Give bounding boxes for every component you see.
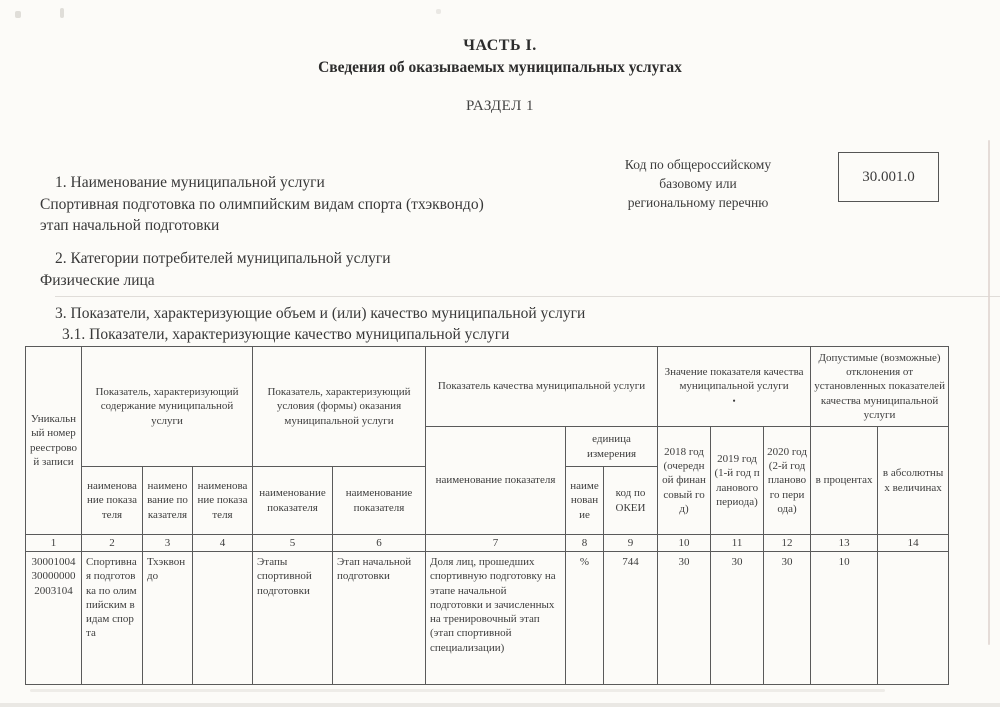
scan-bleed-line — [55, 296, 1000, 297]
column-number-1: 1 — [26, 535, 82, 552]
column-number-12: 12 — [764, 535, 811, 552]
col-header-registry-number: Уникальный номер реестровой записи — [26, 347, 82, 535]
code-reference-label-line2: базовому или — [659, 176, 737, 191]
col-group-quality-value-label: Значение показателя качества муниципальной услуги — [664, 365, 804, 393]
scan-speck — [15, 11, 21, 18]
column-number-5: 5 — [253, 535, 333, 552]
col-group-quality-indicator: Показатель качества муниципальной услуги — [426, 347, 658, 427]
consumer-categories-label: 2. Категории потребителей муниципальной услуги — [55, 250, 391, 267]
col-header-condition-indicator-name-2: наименование показателя — [333, 467, 426, 535]
section-title: РАЗДЕЛ 1 — [465, 98, 535, 114]
col-header-unit-name: наименование — [566, 467, 604, 535]
cell-value-2018: 30 — [658, 552, 711, 685]
column-number-2: 2 — [82, 535, 143, 552]
consumer-categories-value: Физические лица — [40, 272, 155, 289]
cell-content-indicator-1: Спортивная подготовка по олимпийским видам спорта — [82, 552, 143, 685]
column-number-row — [26, 535, 949, 552]
col-header-content-indicator-name-3: наименование показателя — [193, 467, 253, 535]
col-header-year-2020: 2020 год (2-й год планового периода) — [764, 427, 811, 535]
document-subtitle: Сведения об оказываемых муниципальных услугах — [318, 59, 682, 76]
column-number-9: 9 — [604, 535, 658, 552]
part-title: ЧАСТЬ I. — [463, 37, 537, 54]
indicators-section-label: 3. Показатели, характеризующие объем и (или) качество муниципальной услуги — [55, 305, 586, 322]
col-header-content-indicator-name-1: наименование показателя — [82, 467, 143, 535]
service-name-value-line2: этап начальной подготовки — [40, 217, 220, 234]
service-code-value: 30.001.0 — [862, 168, 915, 185]
footnote-mark: • — [732, 396, 736, 407]
col-header-condition-indicator-name-1: наименование показателя — [253, 467, 333, 535]
column-number-13: 13 — [811, 535, 878, 552]
cell-quality-indicator-name: Доля лиц, прошедших спортивную подготовку на этапе начальной подготовки и зачисленных на тренировочный этап (этап спортивной специализации) — [426, 552, 566, 685]
cell-unit-name: % — [566, 552, 604, 685]
cell-content-indicator-2: Тхэквондо — [143, 552, 193, 685]
scan-edge-line — [988, 140, 990, 645]
col-group-quality-value — [658, 347, 811, 427]
cell-deviation-absolute — [878, 552, 949, 685]
col-header-year-2018: 2018 год (очередной финансовый год) — [658, 427, 711, 535]
col-header-unit-group: единица измерения — [566, 427, 658, 467]
col-group-conditions-indicator: Показатель, характеризующий условия (формы) оказания муниципальной услуги — [253, 347, 426, 467]
cell-condition-indicator-2: Этап начальной подготовки — [333, 552, 426, 685]
col-header-year-2019: 2019 год (1-й год планового периода) — [711, 427, 764, 535]
cell-condition-indicator-1: Этапы спортивной подготовки — [253, 552, 333, 685]
quality-indicators-table — [25, 346, 949, 685]
scan-page-edge — [0, 703, 1000, 707]
col-group-content-indicator: Показатель, характеризующий содержание муниципальной услуги — [82, 347, 253, 467]
scan-speck — [60, 8, 64, 18]
table-data-row — [26, 552, 949, 685]
column-number-11: 11 — [711, 535, 764, 552]
col-header-content-indicator-name-2: наименование показателя — [143, 467, 193, 535]
column-number-14: 14 — [878, 535, 949, 552]
quality-indicators-subsection-label: 3.1. Показатели, характеризующие качество муниципальной услуги — [62, 326, 510, 343]
col-header-quality-indicator-name: наименование показателя — [426, 427, 566, 535]
column-number-8: 8 — [566, 535, 604, 552]
cell-registry-number: 30001004300000002003104 — [26, 552, 82, 685]
cell-content-indicator-3 — [193, 552, 253, 685]
column-number-7: 7 — [426, 535, 566, 552]
column-number-4: 4 — [193, 535, 253, 552]
col-header-okei-code: код по ОКЕИ — [604, 467, 658, 535]
cell-value-2020: 30 — [764, 552, 811, 685]
column-number-6: 6 — [333, 535, 426, 552]
col-header-deviation-percent: в процентах — [811, 427, 878, 535]
cell-okei-code: 744 — [604, 552, 658, 685]
column-number-3: 3 — [143, 535, 193, 552]
column-number-10: 10 — [658, 535, 711, 552]
scan-speck — [436, 9, 441, 14]
cell-deviation-percent: 10 — [811, 552, 878, 685]
cell-value-2019: 30 — [711, 552, 764, 685]
table-header-group-row — [26, 347, 949, 427]
code-reference-label-line3: региональному перечню — [627, 195, 769, 210]
service-name-label: 1. Наименование муниципальной услуги — [55, 174, 325, 191]
col-header-deviation-absolute: в абсолютных величинах — [878, 427, 949, 535]
code-reference-label-line1: Код по общероссийскому — [624, 157, 772, 172]
col-group-deviations: Допустимые (возможные) отклонения от установленных показателей качества муниципальной услуги — [811, 347, 949, 427]
code-reference-label — [598, 155, 798, 212]
scan-smudge — [30, 689, 885, 692]
service-code-box — [838, 152, 939, 202]
service-name-value-line1: Спортивная подготовка по олимпийским видам спорта (тхэквондо) — [40, 196, 484, 213]
